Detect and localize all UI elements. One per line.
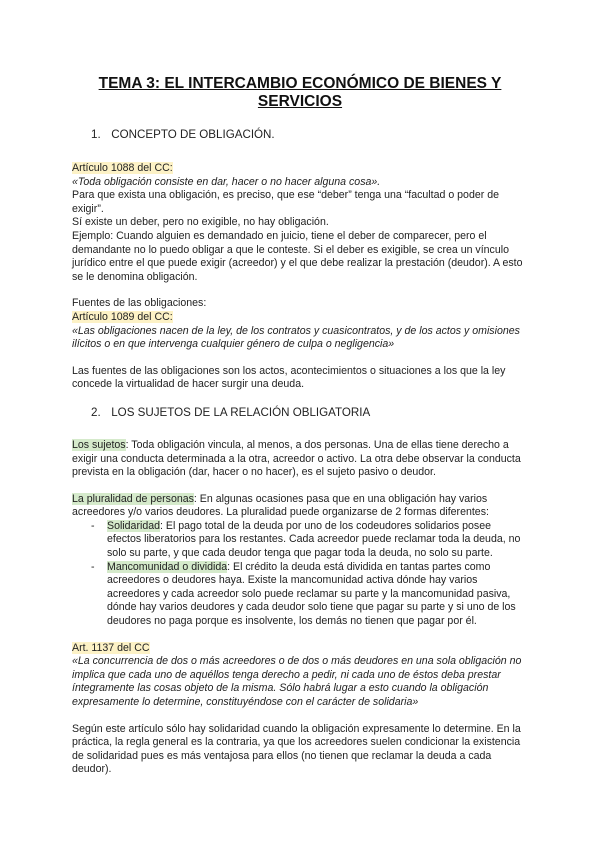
article-1137-quote: «La concurrencia de dos o más acreedores o de dos o más deudores en una sola obligación no implica que cada uno de aquéllos tenga derecho a pedir, ni cada uno de éstos deba prestar íntegramente las cosas objeto de la misma. Sólo habrá lugar a esto cuando la obligación expresamente lo determine, constituyéndose con el carácter de solidaria» xyxy=(72,655,522,708)
solidaridad-label: Solidaridad xyxy=(107,519,161,532)
paragraph-fuentes: Las fuentes de las obligaciones son los actos, acontecimientos o situaciones a los que la ley concede la virtualidad de hacer surgir una deuda. xyxy=(72,364,506,391)
paragraph-sujetos xyxy=(72,439,528,480)
solidaridad-text: : El pago total de la deuda por uno de los codeudores solidarios posee efectos liberatorios para los restantes. Cada acreedor puede reclamar toda la deuda, no solo su parte, y que cada deudor tenga que pagar toda la deuda, no solo su parte. xyxy=(107,519,521,560)
paragraph-facultad: Para que exista una obligación, es preciso, que ese “deber” tenga una “facultad o poder de exigir”. xyxy=(72,189,499,215)
dash-bullet: - xyxy=(91,519,95,532)
article-1088-label: Artículo 1088 del CC: xyxy=(72,162,173,174)
section-2-title: LOS SUJETOS DE LA RELACIÓN OBLIGATORIA xyxy=(111,405,371,419)
pluralidad-text: : En algunas ocasiones pasa que en una obligación hay varios acreedores y/o varios deudores. La pluralidad puede organizarse de 2 formas diferentes: xyxy=(72,492,489,519)
section-1-heading xyxy=(91,128,528,142)
mancomunidad-text: : El crédito la deuda está dividida en tantas partes como acreedores o deudores haya. Existe la mancomunidad activa dónde hay varios acreedores y cada acreedor solo puede reclamar su parte y la mancomunidad pasiva, dónde hay varios deudores y cada deudor solo tiene que pagar su parte y si uno de los deudores no paga porque es insolvente, los demás no tienen que pagar por él. xyxy=(107,560,516,628)
section-2-heading xyxy=(91,406,528,420)
article-1089-label: Artículo 1089 del CC: xyxy=(72,310,173,323)
sujetos-text: : Toda obligación vincula, al menos, a dos personas. Una de ellas tiene derecho a exigir una conducta determinada a la otra, acreedor o activo. La otra debe observar la conducta prevista en la obligación (dar, hacer o no hacer), es el sujeto pasivo o deudor. xyxy=(72,438,521,479)
section-2-number: 2. xyxy=(91,405,101,419)
list-item xyxy=(91,520,528,561)
article-1088-quote: «Toda obligación consiste en dar, hacer o no hacer alguna cosa». xyxy=(72,175,381,188)
article-1089-quote: «Las obligaciones nacen de la ley, de los contratos y cuasicontratos, y de los actos y omisiones ilícitos o en que intervenga cualquier género de culpa o negligencia» xyxy=(72,324,520,351)
paragraph-solidaridad-regla: Según este artículo sólo hay solidaridad cuando la obligación expresamente lo determine. En la práctica, la regla general es la contraria, ya que los acreedores suelen condicionar la existencia de solidaridad pues es más ventajosa para ellos (no tienen que reclamar la deuda a cada deudor). xyxy=(72,722,521,776)
sujetos-label: Los sujetos xyxy=(72,438,126,451)
mancomunidad-label: Mancomunidad o dividida xyxy=(107,560,228,573)
section-1-number: 1. xyxy=(91,128,101,141)
paragraph-ejemplo: Ejemplo: Cuando alguien es demandado en juicio, tiene el deber de comparecer, pero el demandante no lo puedo obligar a que le conteste. Si el deber es exigible, se crea un vínculo jurídico entre el que puede exigir (acreedor) y el que debe realizar la prestación (deudor). A esto se le denomina obligación. xyxy=(72,229,523,283)
page-title: TEMA 3: EL INTERCAMBIO ECONÓMICO DE BIENES Y SERVICIOS xyxy=(98,75,502,110)
article-1137-label: Art. 1137 del CC xyxy=(72,641,150,654)
paragraph-pluralidad xyxy=(72,493,528,520)
fuentes-label: Fuentes de las obligaciones: xyxy=(72,297,207,310)
paragraph-no-exigible: Sí existe un deber, pero no exigible, no hay obligación. xyxy=(72,216,329,229)
dash-bullet: - xyxy=(91,560,95,573)
section-1-title: CONCEPTO DE OBLIGACIÓN. xyxy=(111,128,275,141)
pluralidad-list xyxy=(72,520,528,629)
pluralidad-label: La pluralidad de personas xyxy=(72,492,194,505)
list-item xyxy=(91,561,528,629)
